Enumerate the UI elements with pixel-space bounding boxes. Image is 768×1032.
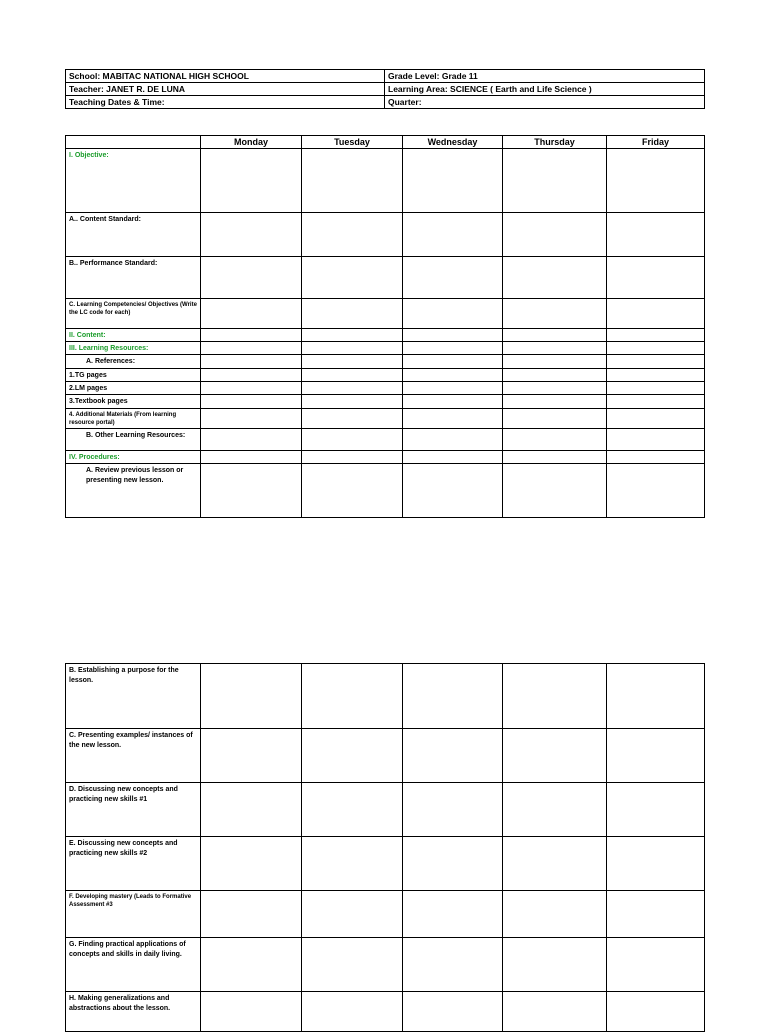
cell[interactable] xyxy=(302,299,403,329)
cell[interactable] xyxy=(302,409,403,429)
cell[interactable] xyxy=(503,664,607,729)
cell[interactable] xyxy=(302,355,403,369)
cell[interactable] xyxy=(503,464,607,518)
row-label: III. Learning Resources: xyxy=(66,342,201,355)
cell[interactable] xyxy=(607,149,705,213)
cell[interactable] xyxy=(607,429,705,451)
cell[interactable] xyxy=(403,369,503,382)
day-header-monday: Monday xyxy=(201,136,302,149)
cell[interactable] xyxy=(302,395,403,409)
row-label: C. Presenting examples/ instances of the new lesson. xyxy=(66,729,201,783)
cell[interactable] xyxy=(201,783,302,837)
row-label: A. References: xyxy=(66,355,201,369)
day-header-thursday: Thursday xyxy=(503,136,607,149)
cell[interactable] xyxy=(201,938,302,992)
table-row xyxy=(66,891,705,938)
cell[interactable] xyxy=(503,429,607,451)
school-field: School: MABITAC NATIONAL HIGH SCHOOL xyxy=(66,70,385,83)
table-row xyxy=(66,409,705,429)
row-label: B.. Performance Standard: xyxy=(66,257,201,299)
cell[interactable] xyxy=(403,299,503,329)
cell[interactable] xyxy=(403,149,503,213)
cell[interactable] xyxy=(403,938,503,992)
table-row xyxy=(66,992,705,1032)
cell[interactable] xyxy=(302,992,403,1032)
cell[interactable] xyxy=(403,257,503,299)
row-label: F. Developing mastery (Leads to Formative Assessment #3 xyxy=(66,891,201,938)
cell[interactable] xyxy=(302,891,403,938)
cell[interactable] xyxy=(607,891,705,938)
cell[interactable] xyxy=(201,329,302,342)
lesson-plan-table xyxy=(65,135,705,518)
cell[interactable] xyxy=(201,299,302,329)
teacher-field: Teacher: JANET R. DE LUNA xyxy=(66,83,385,96)
cell[interactable] xyxy=(403,891,503,938)
cell[interactable] xyxy=(201,369,302,382)
cell[interactable] xyxy=(403,395,503,409)
cell[interactable] xyxy=(201,355,302,369)
cell[interactable] xyxy=(403,783,503,837)
row-label: A. Review previous lesson or presenting new lesson. xyxy=(66,464,201,518)
cell[interactable] xyxy=(302,342,403,355)
table-row xyxy=(66,342,705,355)
cell[interactable] xyxy=(201,382,302,395)
table-row xyxy=(66,213,705,257)
cell[interactable] xyxy=(503,729,607,783)
cell[interactable] xyxy=(201,992,302,1032)
cell[interactable] xyxy=(503,451,607,464)
cell[interactable] xyxy=(607,938,705,992)
cell[interactable] xyxy=(201,429,302,451)
cell[interactable] xyxy=(403,409,503,429)
cell[interactable] xyxy=(302,329,403,342)
cell[interactable] xyxy=(403,382,503,395)
row-label: B. Establishing a purpose for the lesson. xyxy=(66,664,201,729)
cell[interactable] xyxy=(607,213,705,257)
day-header-tuesday: Tuesday xyxy=(302,136,403,149)
table-row xyxy=(66,664,705,729)
cell[interactable] xyxy=(607,395,705,409)
cell[interactable] xyxy=(607,409,705,429)
cell[interactable] xyxy=(607,299,705,329)
cell[interactable] xyxy=(302,257,403,299)
cell[interactable] xyxy=(302,369,403,382)
cell[interactable] xyxy=(403,429,503,451)
table-row xyxy=(66,464,705,518)
row-label: B. Other Learning Resources: xyxy=(66,429,201,451)
table-row xyxy=(66,451,705,464)
cell[interactable] xyxy=(403,213,503,257)
cell[interactable] xyxy=(607,342,705,355)
cell[interactable] xyxy=(503,891,607,938)
lesson-procedures-table xyxy=(65,663,705,1032)
cell[interactable] xyxy=(503,299,607,329)
cell[interactable] xyxy=(302,149,403,213)
cell[interactable] xyxy=(201,464,302,518)
cell[interactable] xyxy=(403,664,503,729)
cell[interactable] xyxy=(302,783,403,837)
table-row xyxy=(66,382,705,395)
cell[interactable] xyxy=(503,409,607,429)
cell[interactable] xyxy=(403,329,503,342)
cell[interactable] xyxy=(201,729,302,783)
cell[interactable] xyxy=(302,464,403,518)
table-row xyxy=(66,369,705,382)
row-label: IV. Procedures: xyxy=(66,451,201,464)
cell[interactable] xyxy=(403,355,503,369)
cell[interactable] xyxy=(503,992,607,1032)
cell[interactable] xyxy=(201,149,302,213)
day-header-friday: Friday xyxy=(607,136,705,149)
corner-header xyxy=(66,136,201,149)
cell[interactable] xyxy=(503,355,607,369)
row-label: G. Finding practical applications of concepts and skills in daily living. xyxy=(66,938,201,992)
teaching-dates-field: Teaching Dates & Time: xyxy=(66,96,385,109)
cell[interactable] xyxy=(403,451,503,464)
row-label: 3.Textbook pages xyxy=(66,395,201,409)
table-row xyxy=(66,783,705,837)
table-row xyxy=(66,149,705,213)
table-row xyxy=(66,729,705,783)
row-label: II. Content: xyxy=(66,329,201,342)
row-label: C. Learning Competencies/ Objectives (Write the LC code for each) xyxy=(66,299,201,329)
cell[interactable] xyxy=(302,664,403,729)
learning-area-field: Learning Area: SCIENCE ( Earth and Life Science ) xyxy=(385,83,705,96)
cell[interactable] xyxy=(201,257,302,299)
school-info-table xyxy=(65,69,705,109)
cell[interactable] xyxy=(201,409,302,429)
cell[interactable] xyxy=(503,369,607,382)
cell[interactable] xyxy=(302,729,403,783)
cell[interactable] xyxy=(607,329,705,342)
cell[interactable] xyxy=(503,213,607,257)
cell[interactable] xyxy=(201,451,302,464)
cell[interactable] xyxy=(607,451,705,464)
cell[interactable] xyxy=(607,783,705,837)
cell[interactable] xyxy=(302,382,403,395)
cell[interactable] xyxy=(403,992,503,1032)
cell[interactable] xyxy=(607,664,705,729)
table-row xyxy=(66,299,705,329)
row-label: I. Objective: xyxy=(66,149,201,213)
cell[interactable] xyxy=(302,429,403,451)
table-row xyxy=(66,355,705,369)
cell[interactable] xyxy=(302,213,403,257)
cell[interactable] xyxy=(302,938,403,992)
table-row xyxy=(66,329,705,342)
cell[interactable] xyxy=(503,837,607,891)
cell[interactable] xyxy=(607,992,705,1032)
cell[interactable] xyxy=(607,369,705,382)
cell[interactable] xyxy=(607,355,705,369)
grade-level-field: Grade Level: Grade 11 xyxy=(385,70,705,83)
cell[interactable] xyxy=(607,257,705,299)
row-label: 2.LM pages xyxy=(66,382,201,395)
table-row xyxy=(66,938,705,992)
cell[interactable] xyxy=(503,257,607,299)
cell[interactable] xyxy=(201,395,302,409)
table-row xyxy=(66,837,705,891)
cell[interactable] xyxy=(503,938,607,992)
cell[interactable] xyxy=(607,729,705,783)
quarter-field: Quarter: xyxy=(385,96,705,109)
cell[interactable] xyxy=(503,382,607,395)
cell[interactable] xyxy=(201,891,302,938)
cell[interactable] xyxy=(302,451,403,464)
cell[interactable] xyxy=(302,837,403,891)
row-label: 4. Additional Materials (From learning resource portal) xyxy=(66,409,201,429)
cell[interactable] xyxy=(403,464,503,518)
cell[interactable] xyxy=(503,783,607,837)
table-row xyxy=(66,257,705,299)
cell[interactable] xyxy=(201,837,302,891)
cell[interactable] xyxy=(201,342,302,355)
cell[interactable] xyxy=(201,664,302,729)
row-label: E. Discussing new concepts and practicing new skills #2 xyxy=(66,837,201,891)
cell[interactable] xyxy=(503,329,607,342)
cell[interactable] xyxy=(403,342,503,355)
cell[interactable] xyxy=(503,395,607,409)
cell[interactable] xyxy=(607,837,705,891)
table-row xyxy=(66,429,705,451)
cell[interactable] xyxy=(403,729,503,783)
cell[interactable] xyxy=(403,837,503,891)
day-header-wednesday: Wednesday xyxy=(403,136,503,149)
table-row xyxy=(66,395,705,409)
cell[interactable] xyxy=(503,149,607,213)
row-label: A.. Content Standard: xyxy=(66,213,201,257)
cell[interactable] xyxy=(201,213,302,257)
row-label: H. Making generalizations and abstractions about the lesson. xyxy=(66,992,201,1032)
cell[interactable] xyxy=(607,382,705,395)
row-label: 1.TG pages xyxy=(66,369,201,382)
cell[interactable] xyxy=(503,342,607,355)
cell[interactable] xyxy=(607,464,705,518)
row-label: D. Discussing new concepts and practicing new skills #1 xyxy=(66,783,201,837)
